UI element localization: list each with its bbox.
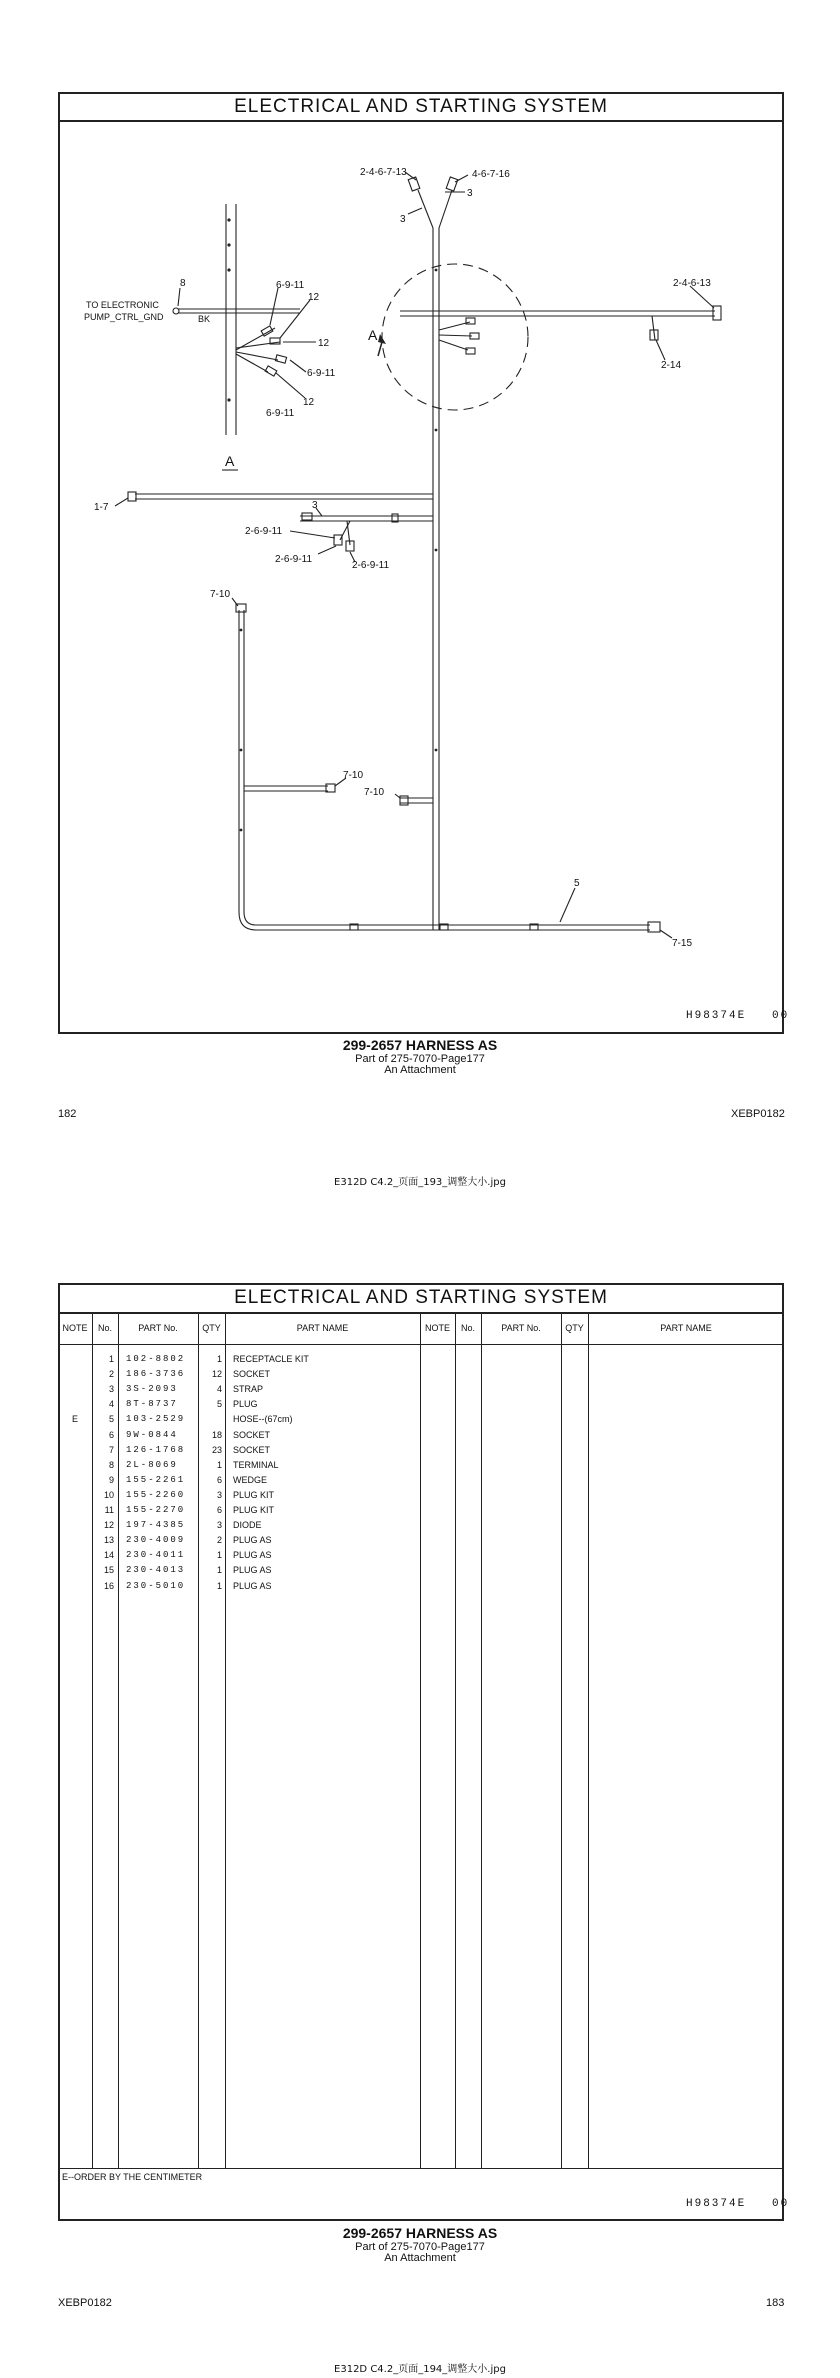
parts-title: ELECTRICAL AND STARTING SYSTEM	[234, 1287, 608, 1308]
row-number: 1	[108, 1354, 114, 1364]
row-part-name: PLUG AS	[233, 1565, 272, 1576]
row-part-name: SOCKET	[233, 1369, 271, 1380]
label-4-6-7-16: 4-6-7-16	[472, 169, 510, 180]
row-qty: 3	[216, 1489, 222, 1500]
row-part-name: PLUG AS	[233, 1580, 272, 1591]
row-part-number: 155-2260	[126, 1489, 186, 1500]
row-part-number: 230-4009	[126, 1535, 186, 1546]
row-part-name: PLUG KIT	[233, 1505, 275, 1515]
row-part-number: 155-2270	[126, 1505, 186, 1515]
label-pump-ctrl-gnd: PUMP_CTRL_GND	[84, 312, 164, 322]
row-part-name: WEDGE	[233, 1474, 268, 1485]
bottom-caption-sub1: Part of 275-7070-Page177	[355, 2241, 485, 2253]
row-part-number: 186-3736	[126, 1369, 186, 1380]
header-note: NOTE	[62, 1323, 88, 1333]
row-number: 5	[108, 1414, 114, 1425]
row-qty: 6	[216, 1505, 222, 1515]
row-part-number: 126-1768	[126, 1444, 186, 1455]
row-part-name: HOSE--(67cm)	[233, 1414, 293, 1425]
col-line	[561, 1314, 562, 2168]
label-7-10-b: 7-10	[343, 770, 364, 781]
row-part-name: TERMINAL	[233, 1459, 279, 1470]
row-part-name: PLUG AS	[233, 1535, 272, 1546]
label-3-c: 3	[312, 500, 318, 511]
label-8: 8	[180, 278, 186, 289]
row-number: 14	[103, 1550, 114, 1561]
bottom-caption-title: 299-2657 HARNESS AS	[342, 2225, 498, 2241]
col-line	[481, 1314, 482, 2168]
row-qty: 1	[216, 1459, 222, 1470]
row-part-name: SOCKET	[233, 1429, 271, 1440]
col-line	[455, 1314, 456, 2168]
label-2-4-6-7-13: 2-4-6-7-13	[360, 167, 407, 178]
top-caption-title: 299-2657 HARNESS AS	[342, 1037, 498, 1053]
row-part-name: DIODE	[233, 1520, 262, 1531]
diagram-title: ELECTRICAL AND STARTING SYSTEM	[234, 96, 608, 117]
row-qty: 1	[216, 1580, 222, 1591]
row-qty: 12	[211, 1369, 222, 1380]
label-2-6-9-11-c: 2-6-9-11	[352, 560, 390, 571]
header-no: No.	[97, 1323, 112, 1333]
row-number: 12	[103, 1520, 114, 1531]
label-7-15: 7-15	[672, 938, 693, 949]
header-divider	[58, 1344, 784, 1345]
header-qty: QTY	[202, 1323, 221, 1333]
row-number: 11	[104, 1505, 114, 1515]
row-number: 10	[103, 1489, 114, 1500]
bottom-file-name: E312D C4.2_页面_194_调整大小.jpg	[334, 2364, 506, 2375]
row-number: 8	[108, 1459, 114, 1470]
row-part-number: 102-8802	[126, 1354, 186, 1364]
bottom-caption-sub2: An Attachment	[384, 2252, 456, 2264]
diagram-drawing-code: H98374E 00	[686, 1010, 790, 1022]
label-12-a: 12	[308, 292, 320, 303]
label-2-6-9-11-b: 2-6-9-11	[275, 554, 313, 565]
row-part-number: 155-2261	[126, 1474, 186, 1485]
top-caption-sub1: Part of 275-7070-Page177	[355, 1053, 485, 1065]
label-6-9-11-b: 6-9-11	[307, 368, 336, 379]
footnote: E--ORDER BY THE CENTIMETER	[62, 2172, 203, 2182]
label-3-b: 3	[400, 214, 406, 225]
row-part-number: 197-4385	[126, 1520, 186, 1531]
row-part-name: PLUG AS	[233, 1550, 272, 1561]
top-file-name: E312D C4.2_页面_193_调整大小.jpg	[334, 1177, 506, 1188]
row-number: 15	[103, 1565, 114, 1576]
label-3-a: 3	[467, 188, 473, 199]
header-part-name-right: PART NAME	[660, 1323, 712, 1333]
row-qty: 18	[211, 1429, 222, 1440]
row-part-number: 230-4011	[126, 1550, 186, 1561]
row-number: 2	[108, 1369, 114, 1380]
label-6-9-11-c: 6-9-11	[266, 408, 295, 419]
label-detail-a: A	[368, 327, 378, 343]
row-part-number: 103-2529	[126, 1414, 186, 1425]
row-qty: 2	[216, 1535, 222, 1546]
parts-drawing-code: H98374E 00	[686, 2198, 790, 2210]
row-number: 7	[108, 1444, 114, 1455]
bottom-page-number: 183	[766, 2297, 785, 2309]
row-part-number: 8T-8737	[126, 1399, 178, 1410]
label-2-4-6-13: 2-4-6-13	[673, 278, 711, 289]
col-line	[588, 1314, 589, 2168]
row-note: E	[71, 1414, 78, 1425]
header-no-right: No.	[460, 1323, 475, 1333]
row-part-number: 3S-2093	[126, 1384, 178, 1395]
row-qty: 1	[216, 1550, 222, 1561]
col-line	[420, 1314, 421, 2168]
bottom-doc-code: XEBP0182	[58, 2297, 112, 2309]
row-qty: 3	[216, 1520, 222, 1531]
row-part-number: 9W-0844	[126, 1429, 178, 1440]
row-number: 9	[108, 1474, 114, 1485]
row-qty: 6	[216, 1474, 222, 1485]
parts-title-bar	[58, 1283, 784, 1314]
label-1-7: 1-7	[94, 502, 109, 513]
label-7-10-a: 7-10	[210, 589, 231, 600]
footer-divider	[58, 2168, 784, 2169]
top-page-number: 182	[58, 1108, 77, 1120]
top-caption-sub2: An Attachment	[384, 1064, 456, 1076]
detail-a-circle	[382, 264, 528, 410]
header-part-no-right: PART No.	[501, 1323, 541, 1333]
row-number: 6	[108, 1429, 114, 1440]
label-5: 5	[574, 878, 580, 889]
top-doc-code: XEBP0182	[731, 1108, 785, 1120]
row-part-name: PLUG	[233, 1399, 258, 1410]
row-number: 3	[108, 1384, 114, 1395]
label-12-b: 12	[318, 338, 330, 349]
label-2-6-9-11-a: 2-6-9-11	[245, 526, 283, 537]
row-qty: 4	[216, 1384, 222, 1395]
harness-diagram	[0, 0, 840, 1040]
header-part-no: PART No.	[138, 1323, 178, 1333]
row-part-name: RECEPTACLE KIT	[233, 1354, 309, 1364]
col-line	[225, 1314, 226, 2168]
row-qty: 23	[211, 1444, 222, 1455]
row-qty: 1	[216, 1565, 222, 1576]
row-number: 13	[103, 1535, 114, 1546]
label-2-14: 2-14	[661, 360, 682, 371]
label-section-a: A	[225, 453, 235, 469]
col-line	[118, 1314, 119, 2168]
label-7-10-c: 7-10	[364, 787, 385, 798]
row-qty: 1	[216, 1354, 222, 1364]
header-qty-right: QTY	[565, 1323, 584, 1333]
label-bk: BK	[198, 314, 211, 324]
header-note-right: NOTE	[424, 1323, 450, 1333]
row-number: 4	[108, 1399, 114, 1410]
row-qty: 5	[216, 1399, 222, 1410]
label-12-c: 12	[303, 397, 315, 408]
label-to-electronic: TO ELECTRONIC	[86, 300, 159, 310]
label-6-9-11-a: 6-9-11	[276, 280, 305, 291]
row-part-name: STRAP	[233, 1384, 264, 1395]
row-part-name: SOCKET	[233, 1444, 271, 1455]
row-number: 16	[103, 1580, 114, 1591]
row-part-name: PLUG KIT	[233, 1489, 275, 1500]
row-part-number: 230-4013	[126, 1565, 186, 1576]
row-part-number: 2L-8069	[126, 1459, 178, 1470]
header-part-name: PART NAME	[296, 1323, 349, 1333]
row-part-number: 230-5010	[126, 1580, 186, 1591]
